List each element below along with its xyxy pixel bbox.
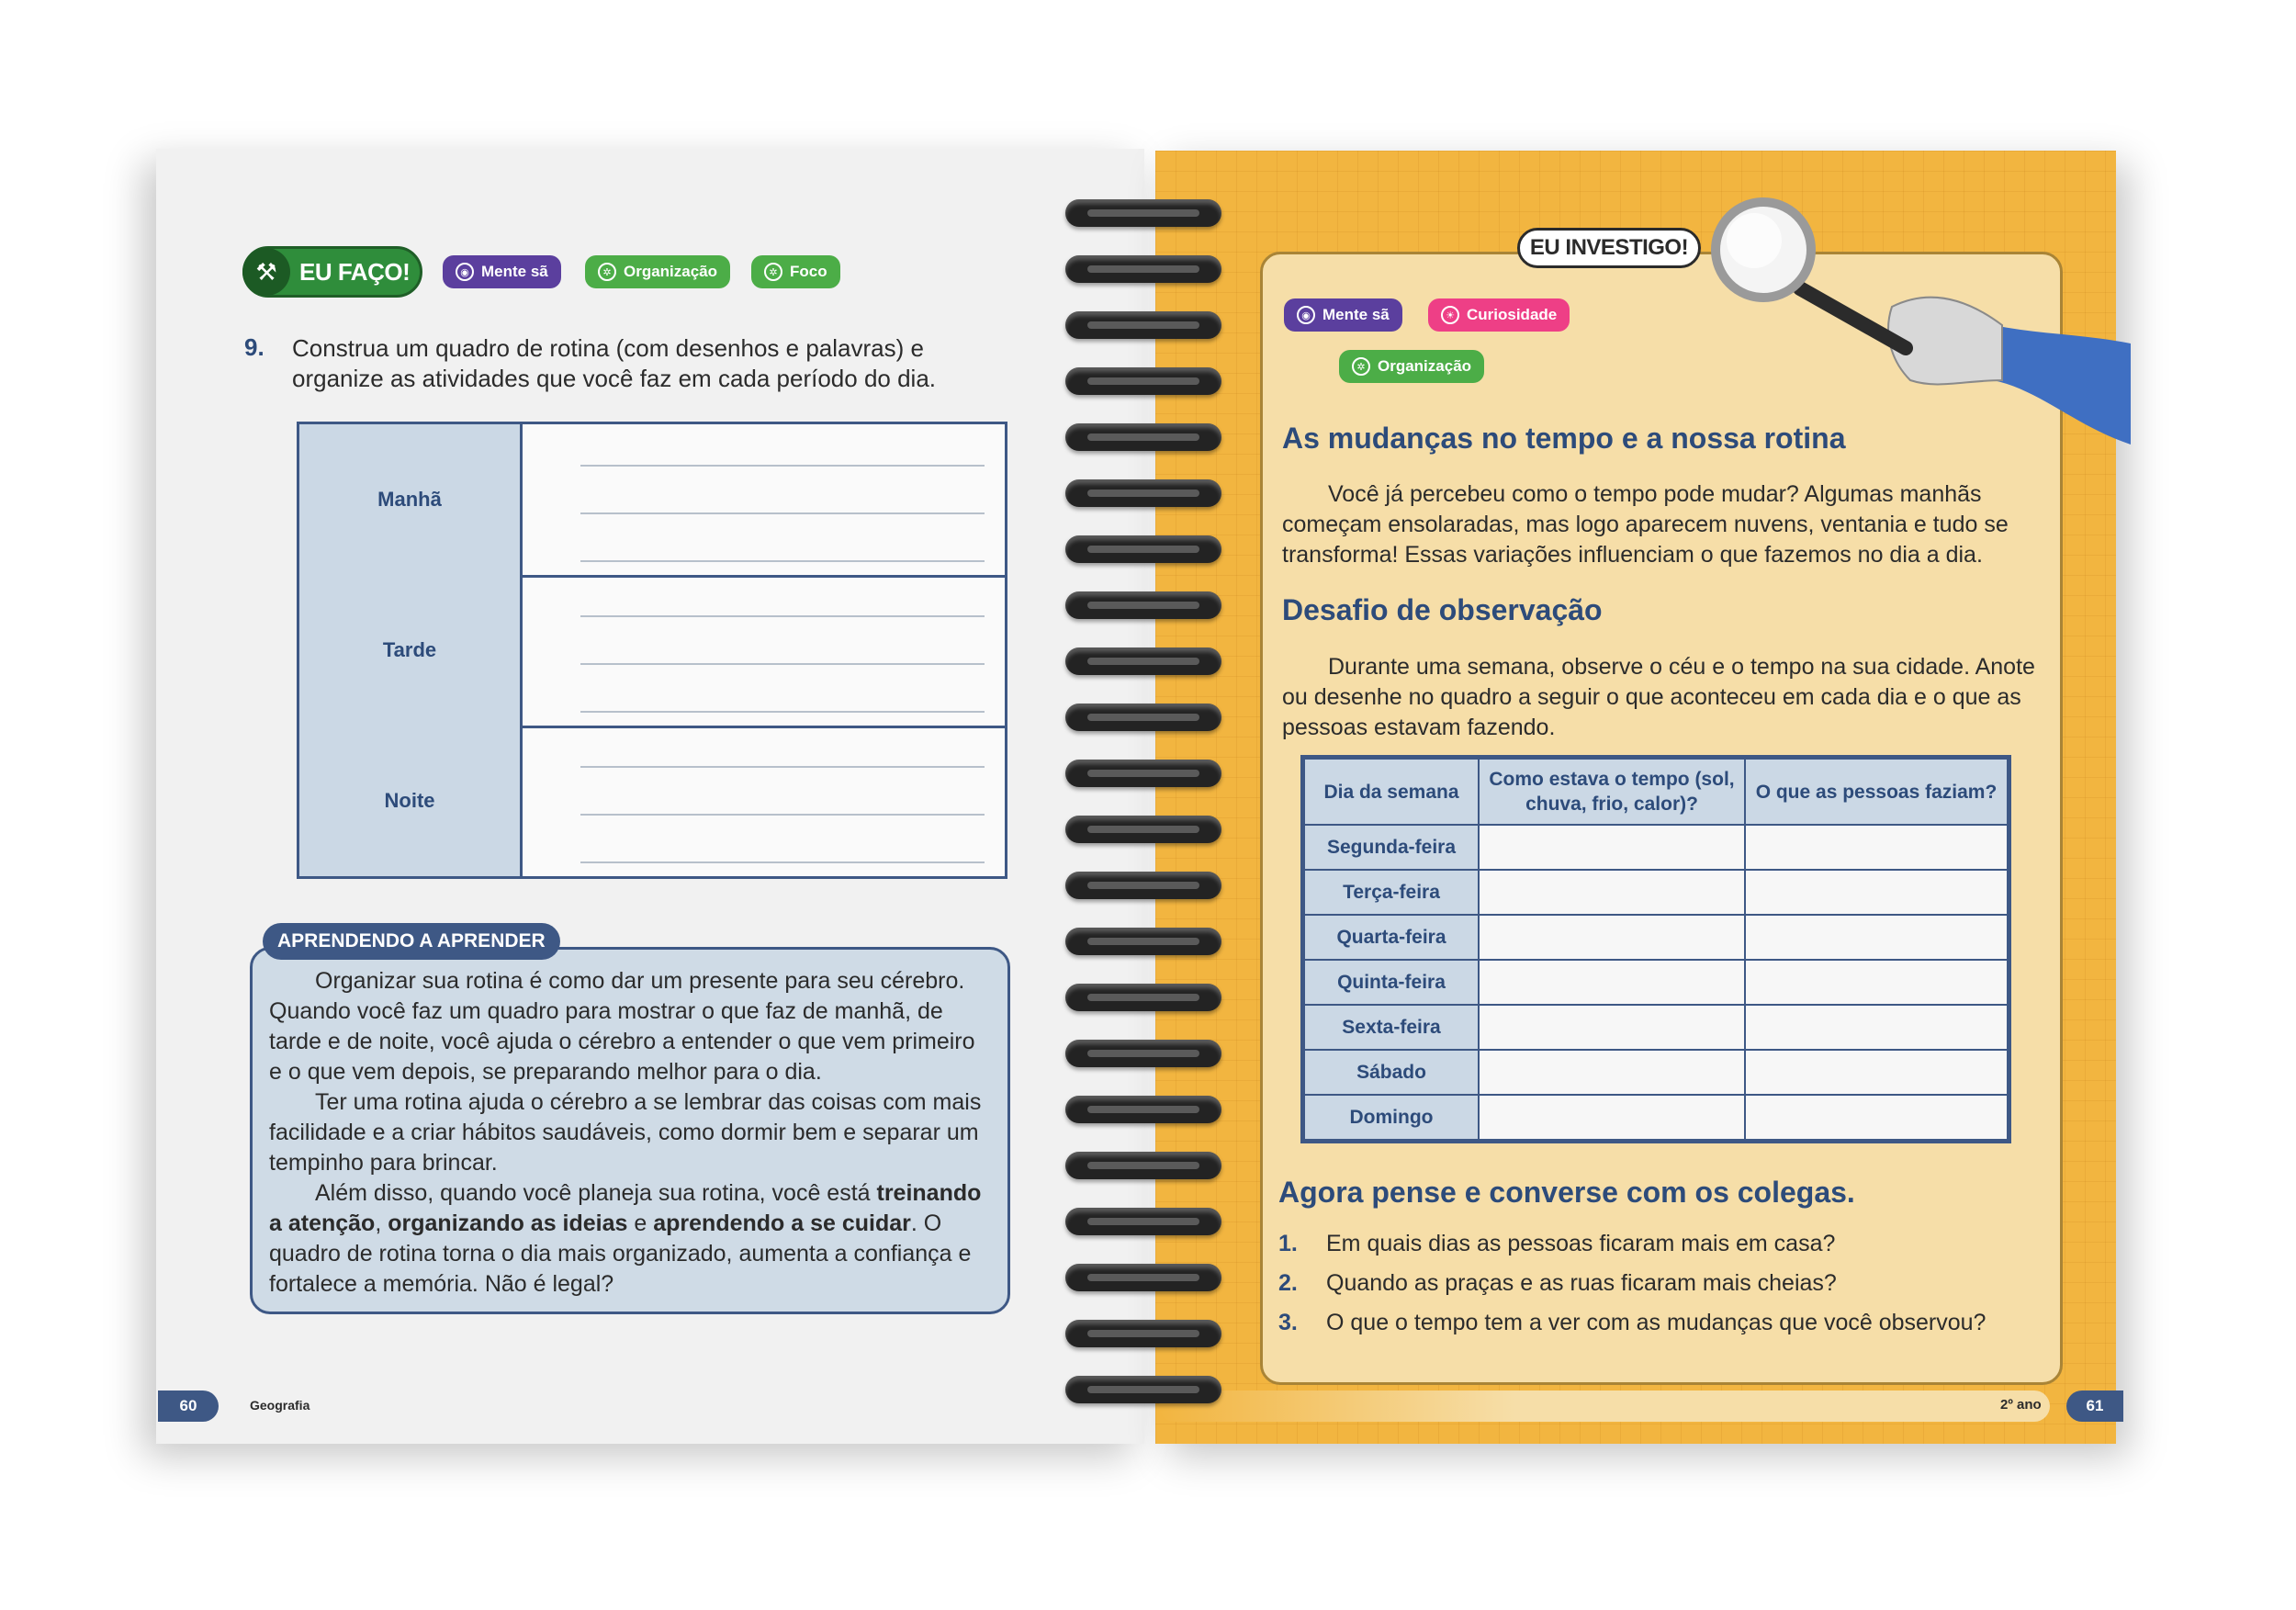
writing-line[interactable] bbox=[580, 814, 985, 816]
spiral-ring bbox=[1065, 984, 1221, 1011]
people-cell[interactable] bbox=[1745, 870, 2008, 915]
weather-cell[interactable] bbox=[1479, 1095, 1745, 1140]
spiral-ring bbox=[1065, 367, 1221, 395]
question-item bbox=[1278, 1310, 1986, 1336]
question-text: Em quais dias as pessoas ficaram mais em casa? bbox=[1326, 1231, 1836, 1256]
tag-label: Organização bbox=[1378, 357, 1472, 375]
day-cell: Quinta-feira bbox=[1304, 960, 1479, 1005]
magnifier-hand-icon bbox=[1690, 197, 2131, 454]
question-text: Quando as praças e as ruas ficaram mais cheias? bbox=[1326, 1270, 1837, 1296]
day-cell: Terça-feira bbox=[1304, 870, 1479, 915]
tools-icon: ⚒ bbox=[242, 248, 290, 296]
question-item bbox=[1278, 1270, 1837, 1297]
tag-curiosidade bbox=[1428, 298, 1570, 332]
question-number: 1. bbox=[1278, 1231, 1298, 1256]
gear-icon: ✲ bbox=[598, 263, 616, 281]
weather-cell[interactable] bbox=[1479, 870, 1745, 915]
spiral-ring bbox=[1065, 647, 1221, 675]
table-row bbox=[1304, 1050, 2008, 1095]
paragraph-text: Durante uma semana, observe o céu e o tempo na sua cidade. Anote ou desenhe no quadro a seguir o que aconteceu em cada dia e o que as pessoas estavam fazendo. bbox=[1282, 654, 2035, 740]
gear-icon: ✲ bbox=[764, 263, 782, 281]
routine-table bbox=[297, 422, 1007, 879]
spiral-ring bbox=[1065, 816, 1221, 843]
routine-row-night bbox=[299, 726, 1005, 876]
tag-mente-sa bbox=[1284, 298, 1402, 332]
writing-line[interactable] bbox=[580, 512, 985, 514]
weather-cell[interactable] bbox=[1479, 915, 1745, 960]
table-row bbox=[1304, 825, 2008, 870]
column-header: Dia da semana bbox=[1304, 759, 1479, 825]
spiral-ring bbox=[1065, 1376, 1221, 1403]
writing-line[interactable] bbox=[580, 861, 985, 863]
table-header-row bbox=[1304, 759, 2008, 825]
footer-grade: 2º ano bbox=[2000, 1397, 2042, 1413]
bold-text: organizando as ideias bbox=[388, 1210, 628, 1236]
spiral-ring bbox=[1065, 591, 1221, 619]
tag-label: Mente sã bbox=[481, 263, 548, 280]
tag-label: Organização bbox=[624, 263, 718, 280]
question-item bbox=[1278, 1231, 1835, 1257]
tag-organizacao bbox=[1339, 350, 1484, 383]
people-cell[interactable] bbox=[1745, 960, 2008, 1005]
table-row bbox=[1304, 915, 2008, 960]
page-number-right: 61 bbox=[2066, 1390, 2123, 1422]
spiral-ring bbox=[1065, 1096, 1221, 1123]
page-number-left: 60 bbox=[158, 1390, 219, 1422]
bold-text: treinando a atenção bbox=[269, 1180, 982, 1236]
people-cell[interactable] bbox=[1745, 1050, 2008, 1095]
text-run: . O quadro de rotina torna o dia mais organizado, aumenta a confiança e fortalece a memória. Não é legal? bbox=[269, 1210, 972, 1297]
tag-label: Mente sã bbox=[1322, 306, 1390, 323]
writing-line[interactable] bbox=[580, 465, 985, 467]
paragraph bbox=[1282, 479, 2044, 570]
observation-table bbox=[1300, 755, 2011, 1143]
writing-line[interactable] bbox=[580, 766, 985, 768]
column-header: O que as pessoas faziam? bbox=[1745, 759, 2008, 825]
aprendendo-paragraph: Ter uma rotina ajuda o cérebro a se lembrar das coisas com mais facilidade e a criar hábitos saudáveis, como dormir bem e separar um tempinho para brincar. bbox=[269, 1089, 982, 1176]
spiral-ring bbox=[1065, 311, 1221, 339]
spiral-ring bbox=[1065, 535, 1221, 563]
spiral-ring bbox=[1065, 255, 1221, 283]
aprendendo-label: APRENDENDO A APRENDER bbox=[263, 923, 560, 960]
weather-cell[interactable] bbox=[1479, 1050, 1745, 1095]
section-title: Desafio de observação bbox=[1282, 593, 1603, 626]
writing-line[interactable] bbox=[580, 560, 985, 562]
routine-row-morning bbox=[299, 424, 1005, 578]
spiral-ring bbox=[1065, 760, 1221, 787]
eu-faco-label: EU FAÇO! bbox=[299, 257, 411, 286]
section-title: As mudanças no tempo e a nossa rotina bbox=[1282, 422, 1846, 455]
question-number: 2. bbox=[1278, 1270, 1298, 1296]
question-text: Construa um quadro de rotina (com desenhos e palavras) e organize as atividades que você faz em cada período do dia. bbox=[292, 334, 937, 392]
spiral-ring bbox=[1065, 423, 1221, 451]
writing-line[interactable] bbox=[580, 663, 985, 665]
spiral-ring bbox=[1065, 872, 1221, 899]
paragraph-text: Você já percebeu como o tempo pode mudar? Algumas manhãs começam ensolaradas, mas logo aparecem nuvens, ventania e tudo se transforma! Essas variações influenciam o que fazemos no dia a dia. bbox=[1282, 481, 2009, 568]
tag-foco bbox=[751, 255, 840, 288]
people-cell[interactable] bbox=[1745, 915, 2008, 960]
spiral-ring bbox=[1065, 1208, 1221, 1235]
spiral-ring bbox=[1065, 479, 1221, 507]
tag-label: Curiosidade bbox=[1467, 306, 1558, 323]
spiral-ring bbox=[1065, 1320, 1221, 1347]
writing-line[interactable] bbox=[580, 711, 985, 713]
people-cell[interactable] bbox=[1745, 825, 2008, 870]
aprendendo-paragraph: Organizar sua rotina é como dar um presente para seu cérebro. Quando você faz um quadro para mostrar o que faz de manhã, de tarde e de noite, você ajuda o cérebro a entender o que vem primeiro e o que vem depois, se preparando melhor para o dia. bbox=[269, 968, 975, 1085]
eu-investigo-badge: EU INVESTIGO! bbox=[1517, 228, 1701, 268]
text-run: , bbox=[375, 1210, 388, 1236]
day-cell: Segunda-feira bbox=[1304, 825, 1479, 870]
question-number: 9. bbox=[244, 333, 264, 361]
row-label: Noite bbox=[299, 726, 523, 876]
footer-subject: Geografia bbox=[250, 1398, 310, 1413]
weather-cell[interactable] bbox=[1479, 825, 1745, 870]
routine-row-afternoon bbox=[299, 575, 1005, 728]
spiral-ring bbox=[1065, 928, 1221, 955]
table-row bbox=[1304, 870, 2008, 915]
spiral-ring bbox=[1065, 704, 1221, 731]
gear-icon: ✲ bbox=[1352, 357, 1370, 376]
sun-icon: ☀ bbox=[1441, 306, 1459, 324]
row-label: Tarde bbox=[299, 575, 523, 726]
spiral-ring bbox=[1065, 1264, 1221, 1291]
row-label: Manhã bbox=[299, 424, 523, 575]
day-cell: Sábado bbox=[1304, 1050, 1479, 1095]
section-title: Agora pense e converse com os colegas. bbox=[1278, 1176, 1855, 1209]
tag-mente-sa bbox=[443, 255, 561, 288]
text-run: e bbox=[627, 1210, 654, 1236]
tag-label: Foco bbox=[790, 263, 827, 280]
spiral-ring bbox=[1065, 199, 1221, 227]
table-row bbox=[1304, 960, 2008, 1005]
paragraph bbox=[1282, 652, 2044, 743]
day-cell: Domingo bbox=[1304, 1095, 1479, 1140]
weather-cell[interactable] bbox=[1479, 960, 1745, 1005]
footer-bar bbox=[1159, 1390, 2050, 1422]
people-cell[interactable] bbox=[1745, 1095, 2008, 1140]
aprendendo-paragraph bbox=[269, 1178, 993, 1300]
brain-icon: ◉ bbox=[1297, 306, 1315, 324]
eu-faco-badge bbox=[242, 246, 422, 298]
weather-cell[interactable] bbox=[1479, 1005, 1745, 1050]
people-cell[interactable] bbox=[1745, 1005, 2008, 1050]
day-cell: Quarta-feira bbox=[1304, 915, 1479, 960]
aprendendo-text bbox=[269, 966, 993, 1300]
day-cell: Sexta-feira bbox=[1304, 1005, 1479, 1050]
brain-icon: ◉ bbox=[456, 263, 474, 281]
table-row bbox=[1304, 1005, 2008, 1050]
tag-organizacao bbox=[585, 255, 730, 288]
text-run: Além disso, quando você planeja sua rotina, você está bbox=[315, 1180, 877, 1206]
spiral-ring bbox=[1065, 1040, 1221, 1067]
column-header: Como estava o tempo (sol, chuva, frio, calor)? bbox=[1479, 759, 1745, 825]
table-row bbox=[1304, 1095, 2008, 1140]
bold-text: aprendendo a se cuidar bbox=[653, 1210, 911, 1236]
question-number: 3. bbox=[1278, 1310, 1298, 1335]
writing-line[interactable] bbox=[580, 615, 985, 617]
spiral-ring bbox=[1065, 1152, 1221, 1179]
question-text: O que o tempo tem a ver com as mudanças que você observou? bbox=[1326, 1310, 1986, 1335]
